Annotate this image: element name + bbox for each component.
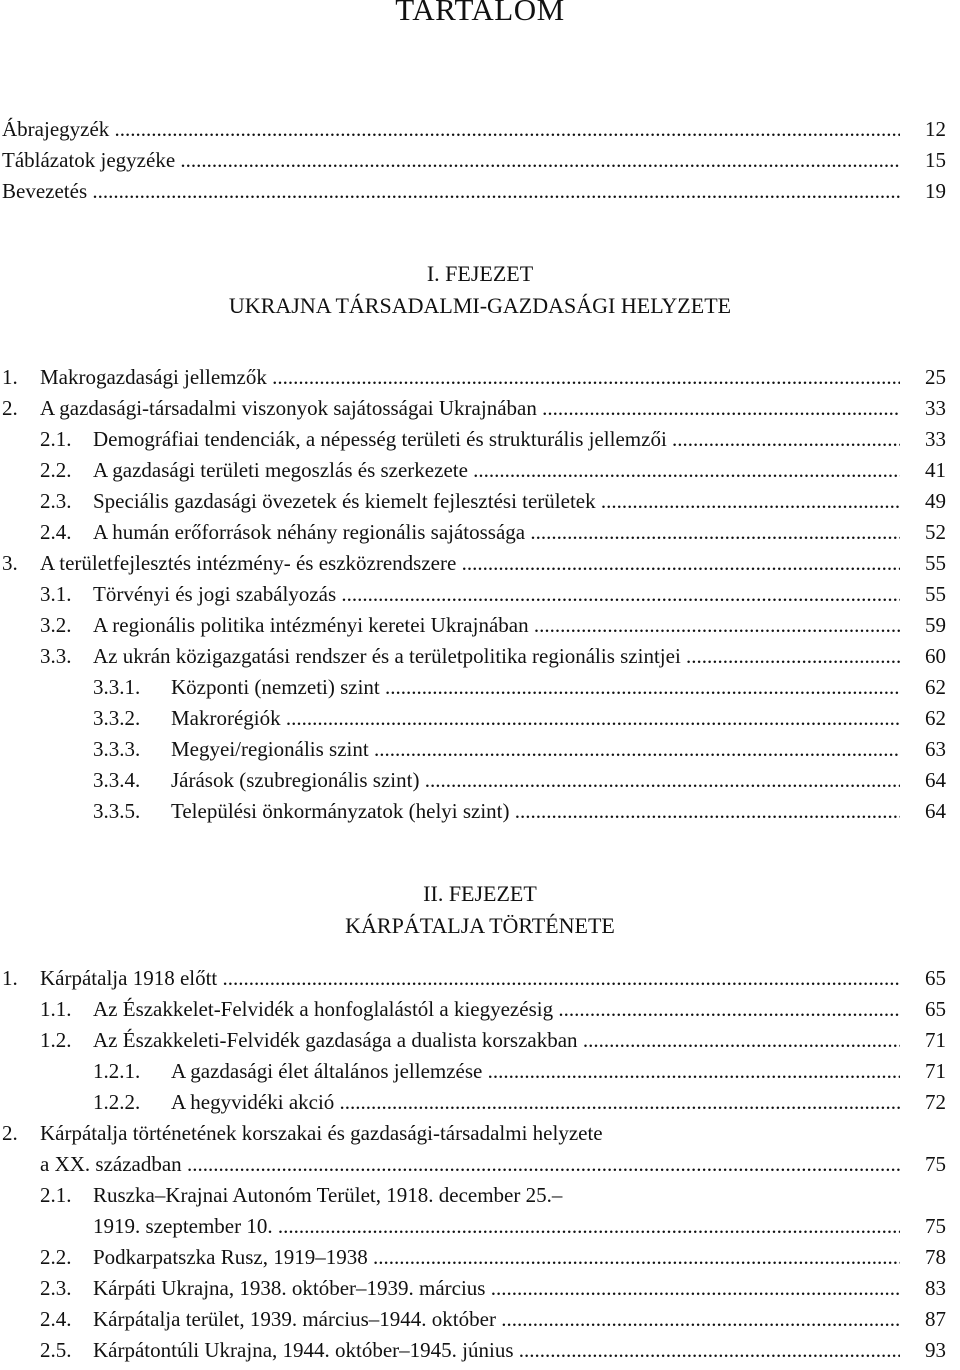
toc-entry-page: 64 — [925, 768, 946, 792]
toc-entry-number: 1. — [2, 365, 18, 389]
chapter-2-title: KÁRPÁTALJA TÖRTÉNETE — [345, 913, 615, 938]
toc-entry[interactable] — [0, 517, 960, 548]
toc-entry-label: A területfejlesztés intézmény- és eszközrendszere ..... — [40, 548, 900, 579]
toc-entry-number: 1.2. — [40, 1028, 72, 1052]
toc-entry-page: 65 — [925, 966, 946, 990]
toc-entry-label: A gazdasági élet általános jellemzése ..... — [171, 1056, 900, 1087]
toc-entry-number: 3.3. — [40, 644, 72, 668]
toc-entry-number: 3.2. — [40, 613, 72, 637]
toc-entry[interactable] — [0, 1180, 960, 1211]
toc-entry-number: 2.5. — [40, 1338, 72, 1362]
toc-entry-page: 87 — [925, 1307, 946, 1331]
toc-entry-page: 15 — [925, 148, 946, 172]
toc-entry-label: Kárpátontúli Ukrajna, 1944. október–1945. június ..... — [93, 1335, 900, 1366]
toc-entry[interactable] — [0, 1273, 960, 1304]
toc-entry-label: A humán erőforrások néhány regionális sajátossága ..... — [93, 517, 900, 548]
toc-entry-page: 41 — [925, 458, 946, 482]
toc-entry[interactable] — [0, 610, 960, 641]
toc-entry-label: 1919. szeptember 10. ..... — [93, 1211, 900, 1242]
toc-entry-number: 3.3.1. — [93, 675, 141, 699]
toc-entry-page: 75 — [925, 1152, 946, 1176]
toc-entry-number: 1.2.1. — [93, 1059, 141, 1083]
toc-entry-page: 71 — [925, 1028, 946, 1052]
toc-entry-number: 3.3.4. — [93, 768, 141, 792]
toc-entry-page: 49 — [925, 489, 946, 513]
toc-entry-abrajegyzek[interactable] — [0, 114, 960, 145]
toc-entry-number: 3.3.2. — [93, 706, 141, 730]
page-title: TARTALOM — [395, 0, 565, 27]
toc-entry-number: 2.2. — [40, 458, 72, 482]
toc-entry-label: Podkarpatszka Rusz, 1919–1938 ..... — [93, 1242, 900, 1273]
toc-entry-number: 1.1. — [40, 997, 72, 1021]
toc-entry-number: 2. — [2, 396, 18, 420]
toc-entry-page: 55 — [925, 551, 946, 575]
toc-entry[interactable] — [0, 393, 960, 424]
toc-entry[interactable] — [0, 1025, 960, 1056]
toc-entry-page: 33 — [925, 427, 946, 451]
toc-entry-number: 2.4. — [40, 1307, 72, 1331]
toc-entry-page: 64 — [925, 799, 946, 823]
toc-entry-page: 12 — [925, 117, 946, 141]
toc-entry-label: Megyei/regionális szint ..... — [171, 734, 900, 765]
toc-entry-label: Járások (szubregionális szint) ..... — [171, 765, 900, 796]
toc-entry-label: Ábrajegyzék ..... — [2, 114, 900, 145]
toc-entry-number: 3.1. — [40, 582, 72, 606]
toc-entry[interactable] — [0, 1335, 960, 1366]
toc-entry-label: Központi (nemzeti) szint ..... — [171, 672, 900, 703]
toc-entry-tablazatok[interactable] — [0, 145, 960, 176]
toc-entry[interactable] — [0, 1056, 960, 1087]
toc-entry-page: 60 — [925, 644, 946, 668]
toc-entry-label: Az ukrán közigazgatási rendszer és a területpolitika regionális szintjei ..... — [93, 641, 900, 672]
toc-entry-number: 2.3. — [40, 489, 72, 513]
toc-entry-label: Demográfiai tendenciák, a népesség területi és strukturális jellemzői ..... — [93, 424, 900, 455]
toc-entry-page: 75 — [925, 1214, 946, 1238]
toc-entry-page: 52 — [925, 520, 946, 544]
toc-entry-label: Kárpáti Ukrajna, 1938. október–1939. március ..... — [93, 1273, 900, 1304]
toc-entry-page: 83 — [925, 1276, 946, 1300]
toc-entry-label: Az Északkelet-Felvidék a honfoglalástól a kiegyezésig ..... — [93, 994, 900, 1025]
toc-entry-label: Az Északkeleti-Felvidék gazdasága a dualista korszakban ..... — [93, 1025, 900, 1056]
toc-entry-number: 3.3.5. — [93, 799, 141, 823]
toc-entry-continuation[interactable] — [0, 1211, 960, 1242]
toc-entry-page: 63 — [925, 737, 946, 761]
toc-entry[interactable] — [0, 548, 960, 579]
chapter-1-heading: I. FEJEZET — [426, 261, 534, 286]
toc-entry[interactable] — [0, 362, 960, 393]
toc-entry[interactable] — [0, 1242, 960, 1273]
toc-entry[interactable] — [0, 1118, 960, 1149]
toc-entry-page: 33 — [925, 396, 946, 420]
toc-entry-number: 3. — [2, 551, 18, 575]
toc-entry[interactable] — [0, 486, 960, 517]
toc-entry-page: 19 — [925, 179, 946, 203]
toc-entry-label: A gazdasági területi megoszlás és szerkezete ..... — [93, 455, 900, 486]
toc-entry[interactable] — [0, 734, 960, 765]
toc-entry-page: 59 — [925, 613, 946, 637]
toc-entry[interactable] — [0, 1087, 960, 1118]
toc-entry-number: 2.4. — [40, 520, 72, 544]
toc-entry[interactable] — [0, 455, 960, 486]
chapter-2-heading: II. FEJEZET — [423, 881, 537, 906]
toc-entry[interactable] — [0, 796, 960, 827]
toc-entry[interactable] — [0, 579, 960, 610]
toc-entry-page: 62 — [925, 675, 946, 699]
toc-entry-label: Táblázatok jegyzéke ..... — [2, 145, 900, 176]
toc-entry-label: Ruszka–Krajnai Autonóm Terület, 1918. december 25.– — [93, 1183, 563, 1207]
toc-entry-number: 2.1. — [40, 427, 72, 451]
toc-entry-continuation[interactable] — [0, 1149, 960, 1180]
toc-entry-label: A hegyvidéki akció ..... — [171, 1087, 900, 1118]
toc-entry-label: Kárpátalja 1918 előtt ..... — [40, 963, 900, 994]
toc-entry[interactable] — [0, 641, 960, 672]
toc-entry-label: Makrogazdasági jellemzők ..... — [40, 362, 900, 393]
toc-entry-label: Kárpátalja történetének korszakai és gazdasági-társadalmi helyzete — [40, 1121, 603, 1145]
toc-entry-label: Speciális gazdasági övezetek és kiemelt fejlesztési területek ..... — [93, 486, 900, 517]
toc-entry-number: 2.3. — [40, 1276, 72, 1300]
toc-entry-label: Bevezetés ..... — [2, 176, 900, 207]
toc-entry-label: A gazdasági-társadalmi viszonyok sajátosságai Ukrajnában ..... — [40, 393, 900, 424]
toc-entry-label: Makrorégiók ..... — [171, 703, 900, 734]
toc-entry-bevezetes[interactable] — [0, 176, 960, 207]
toc-entry-page: 25 — [925, 365, 946, 389]
toc-entry-label: Települési önkormányzatok (helyi szint) ..... — [171, 796, 900, 827]
toc-entry-number: 2.2. — [40, 1245, 72, 1269]
toc-entry[interactable] — [0, 424, 960, 455]
toc-entry-number: 2.1. — [40, 1183, 72, 1207]
toc-entry-page: 93 — [925, 1338, 946, 1362]
toc-entry-label: Törvényi és jogi szabályozás ..... — [93, 579, 900, 610]
toc-entry-page: 72 — [925, 1090, 946, 1114]
toc-entry-page: 78 — [925, 1245, 946, 1269]
toc-entry-page: 62 — [925, 706, 946, 730]
toc-entry[interactable] — [0, 672, 960, 703]
toc-entry[interactable] — [0, 765, 960, 796]
toc-entry-number: 1. — [2, 966, 18, 990]
toc-entry[interactable] — [0, 703, 960, 734]
toc-entry-page: 65 — [925, 997, 946, 1021]
chapter-1-title: UKRAJNA TÁRSADALMI-GAZDASÁGI HELYZETE — [228, 293, 732, 318]
toc-entry-label: a XX. században ..... — [40, 1149, 900, 1180]
toc-entry-page: 55 — [925, 582, 946, 606]
toc-entry-number: 3.3.3. — [93, 737, 141, 761]
toc-entry-number: 2. — [2, 1121, 18, 1145]
toc-entry[interactable] — [0, 963, 960, 994]
toc-entry-label: Kárpátalja terület, 1939. március–1944. október ..... — [93, 1304, 900, 1335]
toc-entry[interactable] — [0, 994, 960, 1025]
toc-entry[interactable] — [0, 1304, 960, 1335]
toc-entry-page: 71 — [925, 1059, 946, 1083]
toc-entry-number: 1.2.2. — [93, 1090, 141, 1114]
toc-entry-label: A regionális politika intézményi keretei Ukrajnában ..... — [93, 610, 900, 641]
